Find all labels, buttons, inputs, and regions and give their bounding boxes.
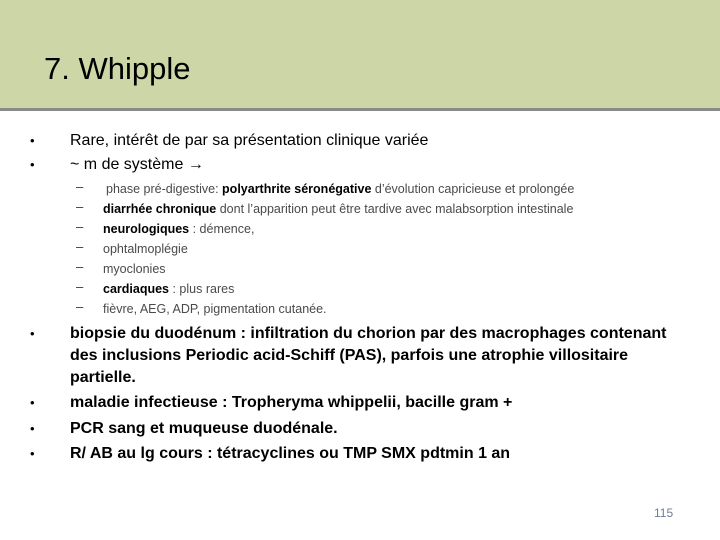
slide-header: [0, 0, 720, 111]
sub-bold: diarrhée chronique: [103, 202, 217, 216]
bullet-text: ~ m de système →: [70, 156, 204, 173]
dash-marker: –: [76, 279, 84, 294]
sub-text: dont l’apparition peut être tardive avec malabsorption intestinale: [216, 202, 574, 216]
sub-text: fièvre, AEG, ADP, pigmentation cutanée.: [103, 302, 327, 316]
sub-bold: neurologiques: [103, 222, 190, 236]
bullet-text: R/ AB au lg cours : tétracyclines ou TMP SMX pdtmin 1 an: [70, 445, 511, 462]
sub-bold: polyarthrite séronégative: [222, 182, 372, 196]
dash-marker: –: [76, 259, 84, 274]
bullet-text: biopsie du duodénum : infiltration du chorion par des macrophages contenant: [70, 325, 667, 342]
dash-marker: –: [76, 239, 84, 254]
sub-text: : plus rares: [169, 282, 235, 296]
bullet-marker: •: [30, 133, 35, 148]
sub-text: myoclonies: [103, 262, 166, 276]
bullet-text: maladie infectieuse : Tropheryma whippelii, bacille gram +: [70, 394, 513, 411]
sub-bold: cardiaques: [103, 282, 170, 296]
bullet-marker: •: [30, 326, 35, 341]
bullet-text: partielle.: [70, 369, 136, 386]
dash-marker: –: [76, 219, 84, 234]
bullet-text: PCR sang et muqueuse duodénale.: [70, 420, 338, 437]
bullet-marker: •: [30, 395, 35, 410]
dash-marker: –: [76, 199, 84, 214]
slide-title: 7. Whipple: [44, 51, 191, 86]
page-number: 115: [654, 506, 674, 520]
sub-text: : démence,: [189, 222, 255, 236]
bullet-marker: •: [30, 157, 35, 172]
bullet-marker: •: [30, 421, 35, 436]
dash-marker: –: [76, 299, 84, 314]
sub-text: ophtalmoplégie: [103, 242, 188, 256]
sub-text: d’évolution capricieuse et prolongée: [371, 182, 575, 196]
bullet-text: des inclusions Periodic acid-Schiff (PAS), parfois une atrophie villositaire: [70, 347, 629, 364]
bullet-marker: •: [30, 446, 35, 461]
sub-text: phase pré-digestive:: [106, 182, 223, 196]
dash-marker: –: [76, 179, 84, 194]
bullet-text: Rare, intérêt de par sa présentation clinique variée: [70, 132, 429, 149]
